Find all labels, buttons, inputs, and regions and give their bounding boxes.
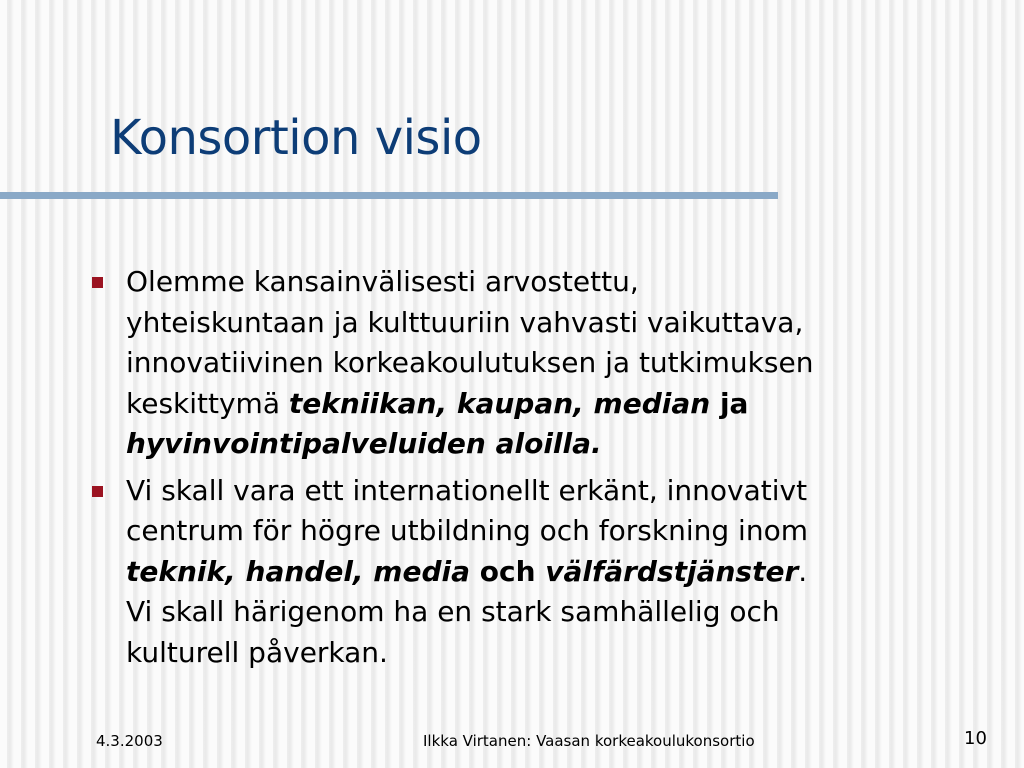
bullet-2-line-3	[126, 552, 992, 593]
bullet-2-line-5: kulturell påverkan.	[126, 635, 388, 669]
bullet-2-emphasis-fields: teknik, handel, media	[126, 554, 471, 588]
bullet-1-emphasis-welfare: hyvinvointipalveluiden aloilla	[126, 427, 592, 460]
title-divider	[0, 192, 778, 199]
bullet-2-conjunction: och	[470, 554, 546, 588]
bullet-1-line-2: yhteiskuntaan ja kulttuuriin vahvasti vaikuttava,	[126, 305, 804, 339]
bullet-1-line-1: Olemme kansainvälisesti arvostettu,	[126, 265, 639, 298]
bullet-2-line-2: centrum för högre utbildning och forskning inom	[126, 514, 808, 547]
bullet-list	[92, 262, 992, 679]
bullet-item-1	[92, 262, 992, 465]
slide-title: Konsortion visio	[110, 110, 482, 166]
bullet-2-period: .	[798, 554, 808, 588]
bullet-1-conjunction: ja	[710, 386, 749, 420]
bullet-1-text-plain: keskittymä	[126, 386, 289, 420]
bullet-2-line-4: Vi skall härigenom ha en stark samhällelig och	[126, 595, 780, 628]
footer-date: 4.3.2003	[96, 732, 163, 750]
bullet-item-2	[92, 471, 992, 674]
bullet-1-period: .	[591, 427, 602, 460]
bullet-1-emphasis-fields: tekniikan, kaupan, median	[288, 386, 711, 420]
bullet-1-line-4	[126, 384, 992, 425]
square-bullet-icon	[92, 277, 103, 288]
square-bullet-icon	[92, 486, 103, 497]
slide-number: 10	[964, 728, 987, 749]
bullet-1-line-5	[126, 424, 992, 465]
bullet-2-emphasis-welfare: välfärdstjänster	[545, 554, 799, 588]
bullet-2-line-1: Vi skall vara ett internationellt erkänt, innovativt	[126, 473, 808, 507]
footer-author: Ilkka Virtanen: Vaasan korkeakoulukonsortio	[423, 732, 755, 750]
bullet-1-line-3: innovatiivinen korkeakoulutuksen ja tutkimuksen	[126, 346, 814, 379]
